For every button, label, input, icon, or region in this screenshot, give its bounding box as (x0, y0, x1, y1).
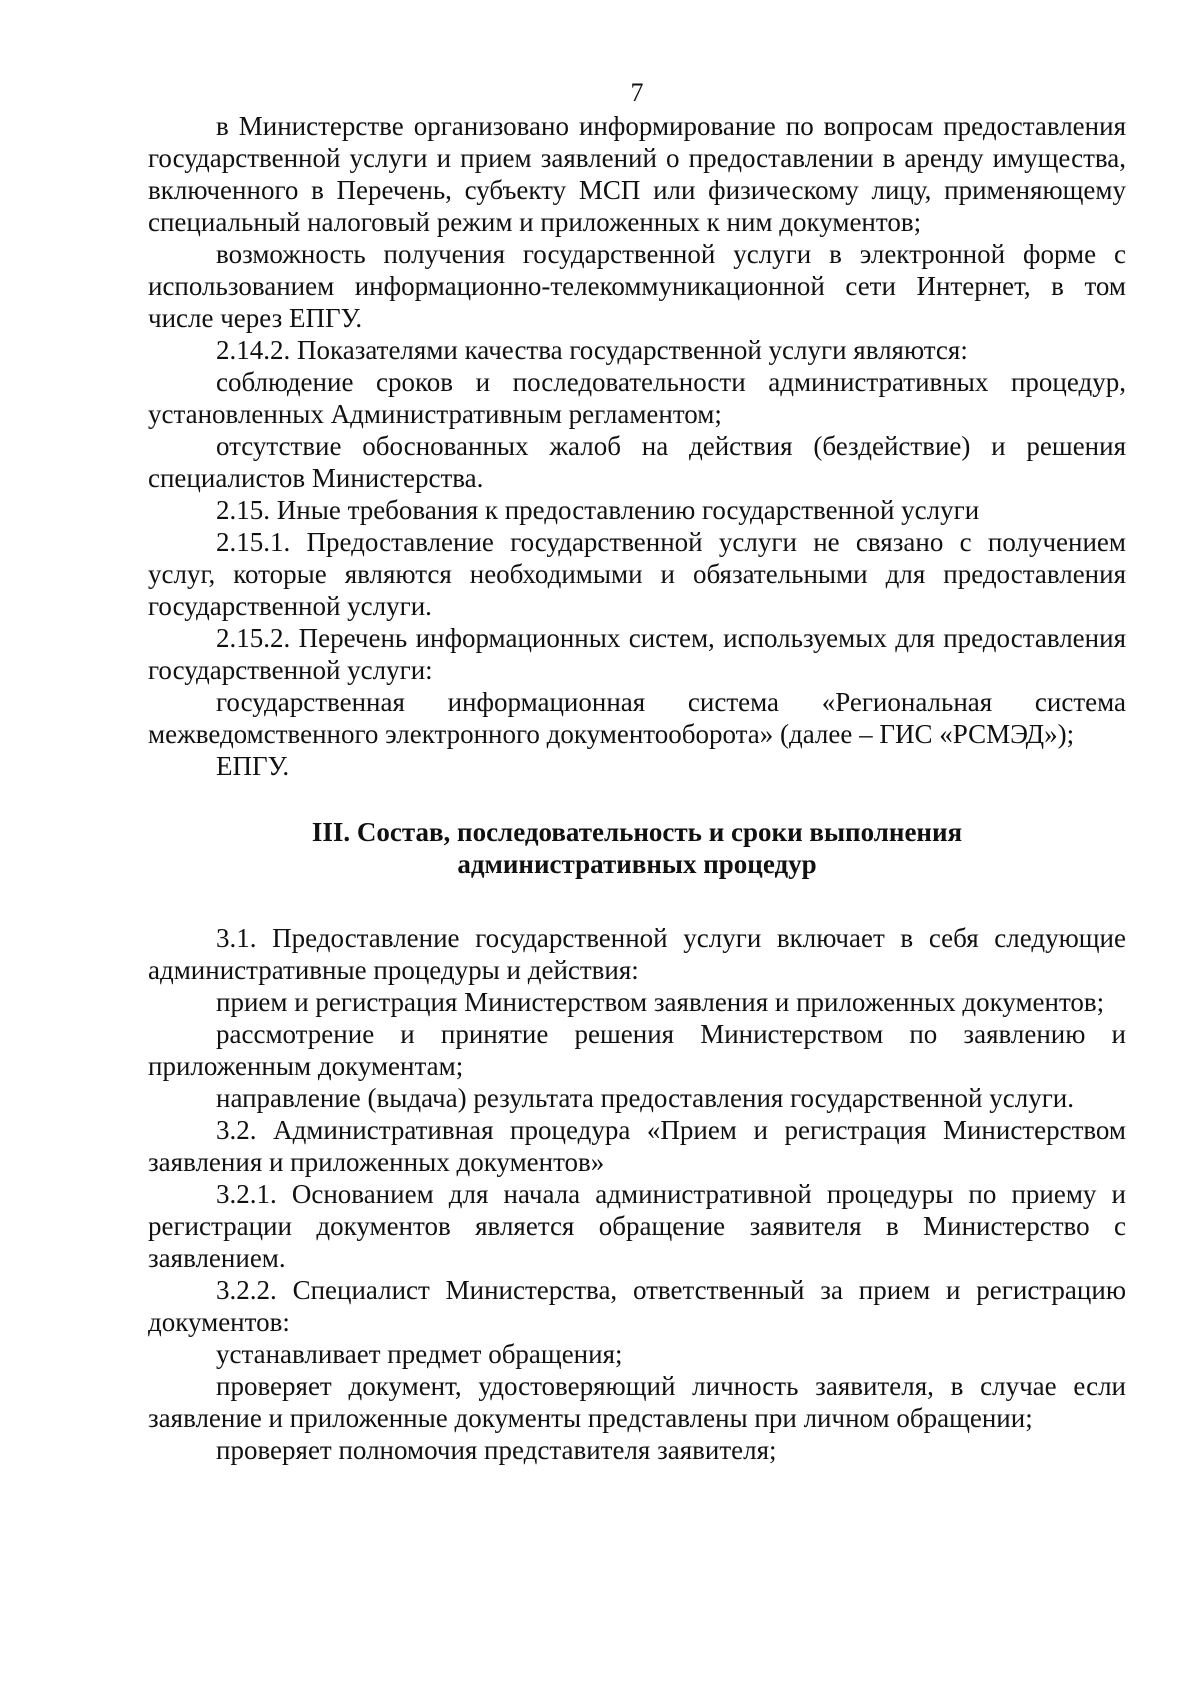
paragraph: 3.2. Административная процедура «Прием и регистрация Министерством заявления и приложенных документов» (148, 1115, 1126, 1177)
document-page (148, 78, 1126, 1466)
paragraph: 2.15.1. Предоставление государственной услуги не связано с получением услуг, которые являются необходимыми и обязательными для предоставления государственной услуги. (148, 527, 1126, 621)
section-heading (148, 816, 1126, 880)
section-heading-line: административных процедур (457, 849, 817, 879)
section-heading-line: III. Состав, последовательность и сроки выполнения (311, 817, 963, 847)
paragraph: 3.1. Предоставление государственной услуги включает в себя следующие административные процедуры и действия: (148, 923, 1126, 985)
paragraph: ЕПГУ. (216, 751, 290, 781)
paragraph: 3.2.2. Специалист Министерства, ответственный за прием и регистрацию документов: (148, 1275, 1126, 1337)
paragraph: в Министерстве организовано информирование по вопросам предоставления государственной услуги и прием заявлений о предоставлении в аренду имущества, включенного в Перечень, субъекту МСП или физическому лицу, применяющему специальный налоговый режим и приложенных к ним документов; (148, 111, 1126, 237)
paragraph: государственная информационная система «Региональная система межведомственного электронного документооборота» (далее – ГИС «РСМЭД»); (148, 687, 1126, 749)
paragraph: проверяет полномочия представителя заявителя; (216, 1435, 777, 1465)
paragraph: соблюдение сроков и последовательности административных процедур, установленных Административным регламентом; (148, 367, 1126, 429)
paragraph: 2.15.2. Перечень информационных систем, используемых для предоставления государственной услуги: (148, 623, 1126, 685)
paragraph: 3.2.1. Основанием для начала административной процедуры по приему и регистрации документов является обращение заявителя в Министерство с заявлением. (148, 1179, 1126, 1273)
paragraph: отсутствие обоснованных жалоб на действия (бездействие) и решения специалистов Министерства. (148, 431, 1126, 493)
paragraph: прием и регистрация Министерством заявления и приложенных документов; (216, 987, 1105, 1017)
paragraph: 2.15. Иные требования к предоставлению государственной услуги (216, 495, 980, 525)
paragraph: рассмотрение и принятие решения Министерством по заявлению и приложенным документам; (148, 1019, 1126, 1081)
paragraph: 2.14.2. Показателями качества государственной услуги являются: (216, 335, 968, 365)
page-number: 7 (630, 78, 644, 107)
paragraph: проверяет документ, удостоверяющий личность заявителя, в случае если заявление и приложенные документы представлены при личном обращении; (148, 1371, 1126, 1433)
paragraph: устанавливает предмет обращения; (216, 1339, 623, 1369)
paragraph: возможность получения государственной услуги в электронной форме с использованием информационно-телекоммуникационной сети Интернет, в том числе через ЕПГУ. (148, 239, 1126, 333)
paragraph: направление (выдача) результата предоставления государственной услуги. (216, 1083, 1074, 1113)
